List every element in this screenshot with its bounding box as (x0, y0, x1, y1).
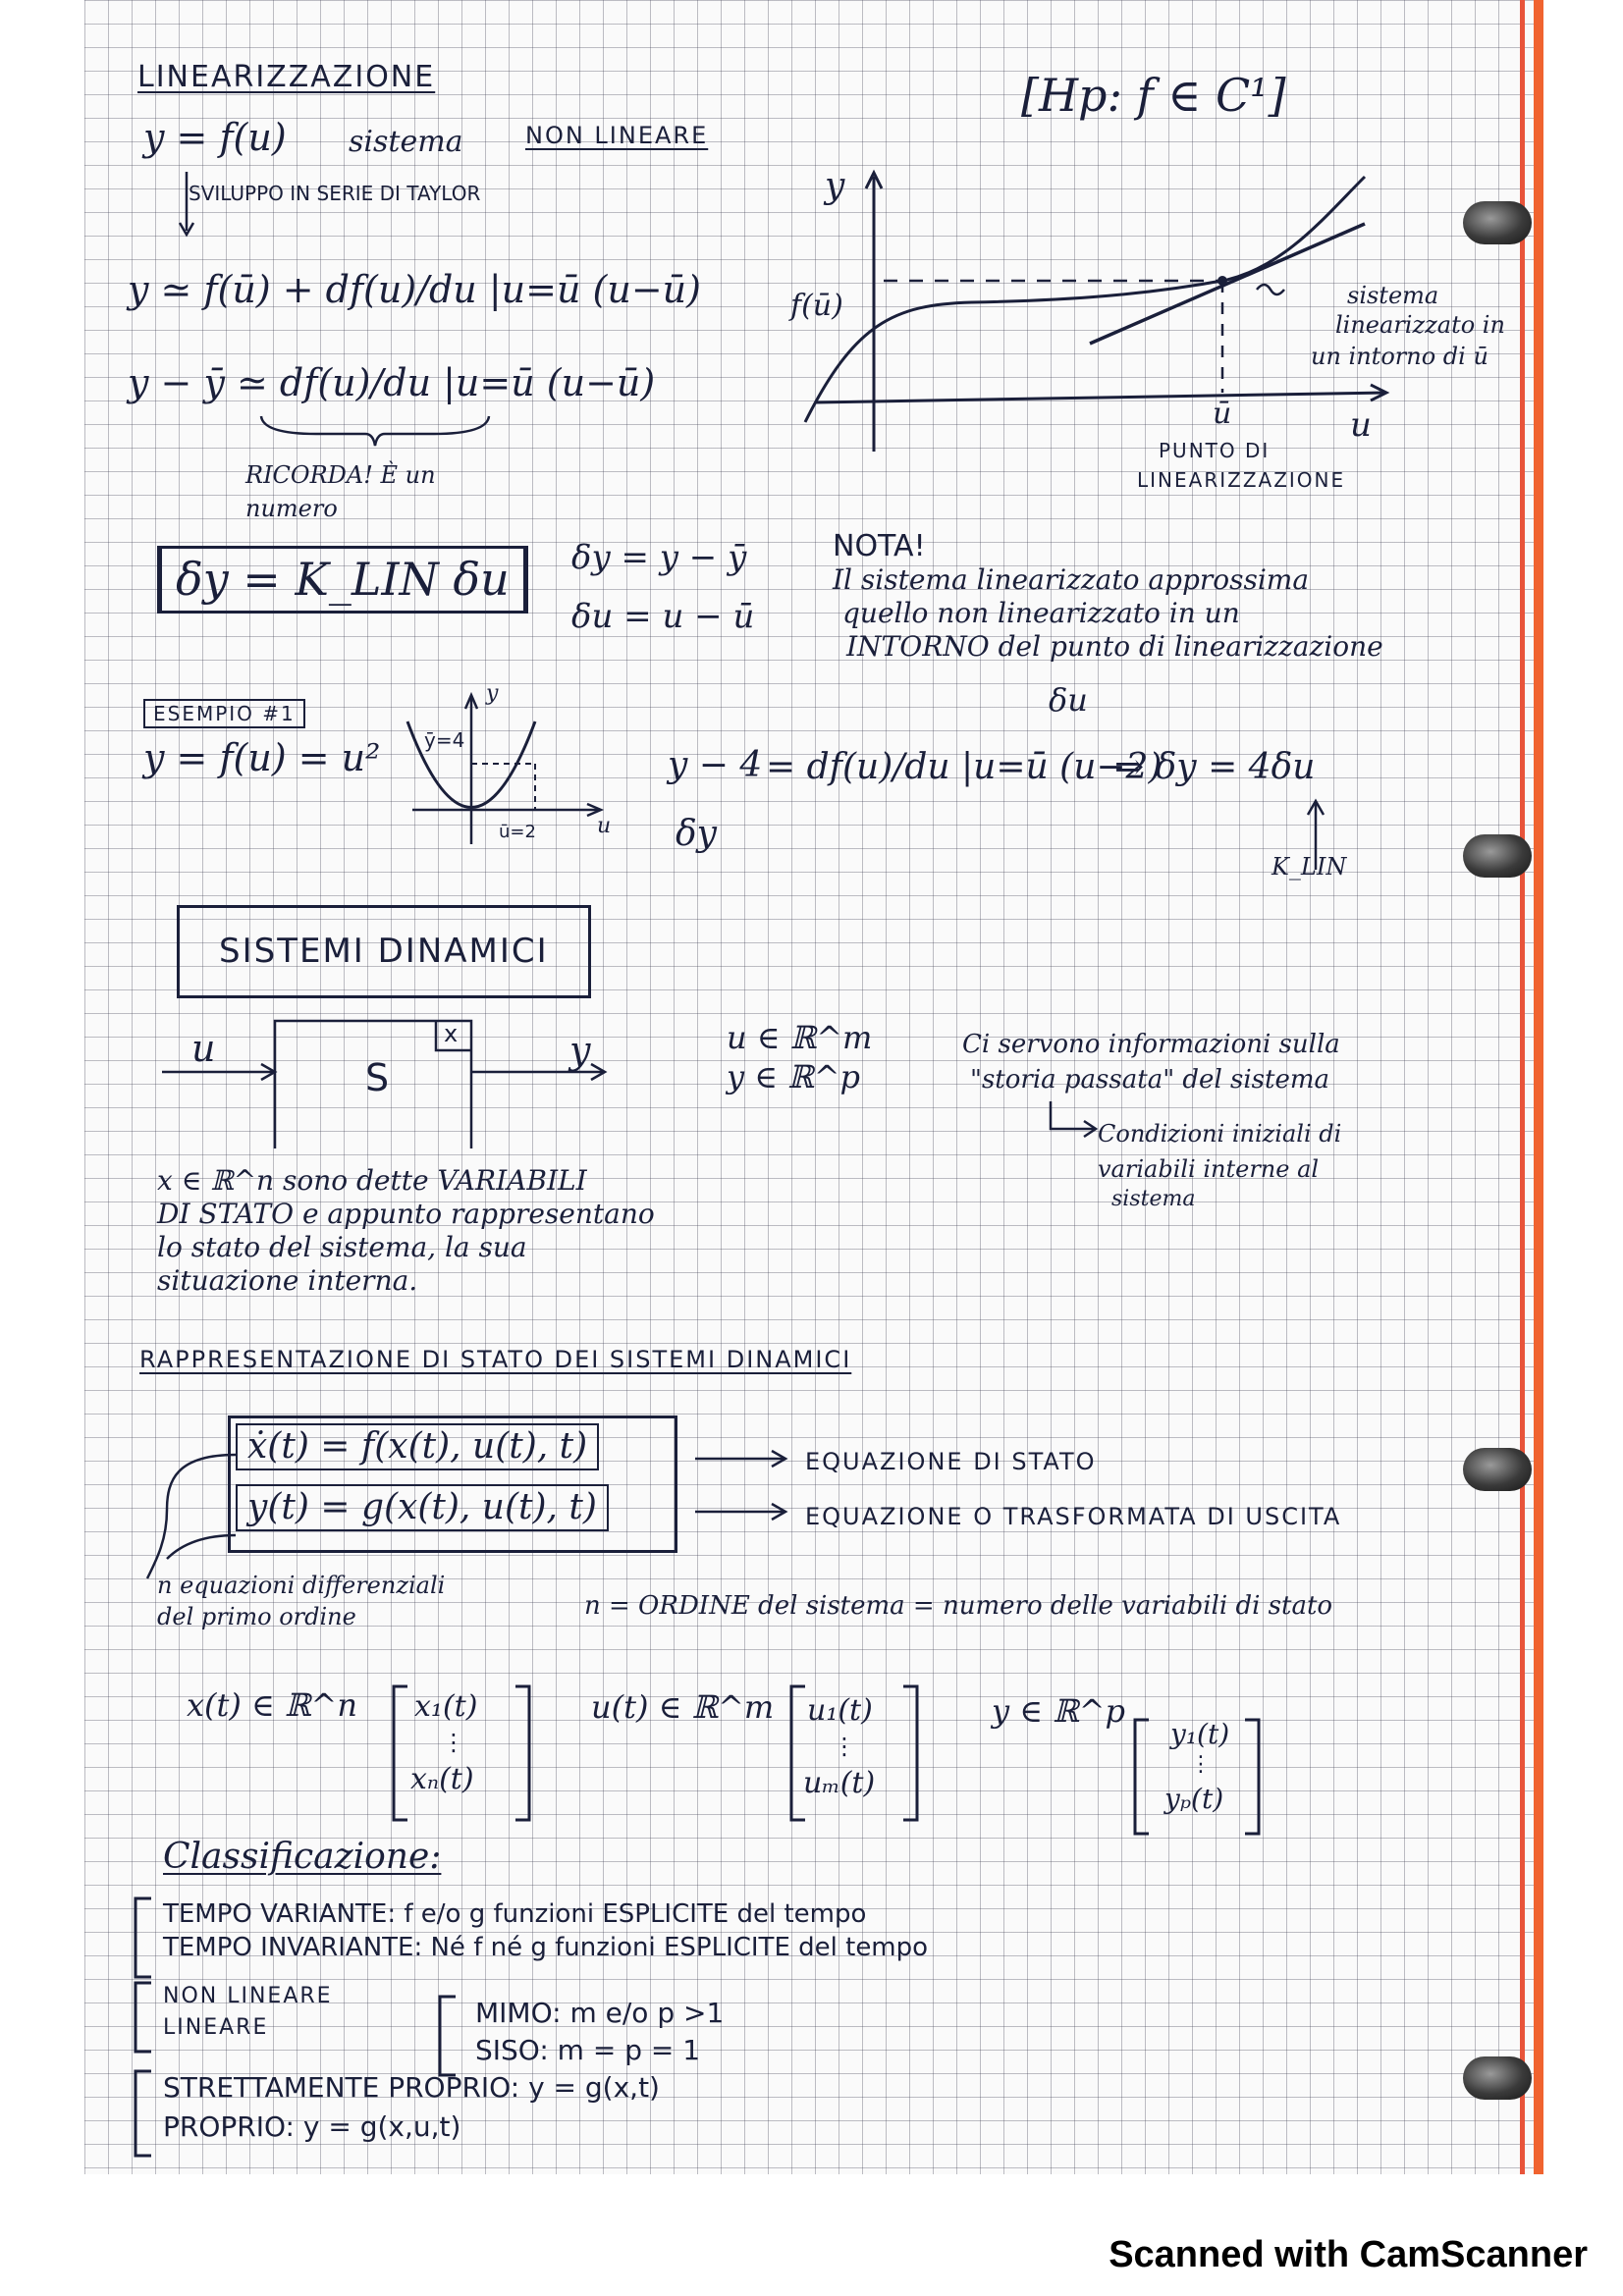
cond-line: Condizioni iniziali di (1098, 1120, 1342, 1148)
example-ybar: ȳ=4 (424, 728, 465, 752)
example-lhs: y − 4 (668, 745, 763, 785)
eq-output: y(t) = g(x(t), u(t), t) (236, 1484, 609, 1531)
eq-system: y = f(u) (143, 116, 287, 159)
graph-y-label: y (825, 166, 845, 206)
state-text: situazione interna. (157, 1264, 418, 1297)
vec-x-item: x₁(t) (414, 1689, 478, 1724)
bracket-proper (128, 2067, 157, 2162)
diffeq-note: del primo ordine (157, 1603, 356, 1630)
example-result: ⇒ δy = 4δu (1114, 747, 1316, 787)
example-y-label: y (486, 681, 499, 706)
section-title-linearization: LINEARIZZAZIONE (137, 60, 436, 94)
section-title-dynamic: SISTEMI DINAMICI (177, 905, 591, 998)
block-s-label: S (365, 1056, 390, 1099)
nonlinear-label: NON LINEARE (525, 122, 709, 149)
def-du: δu = u − ū (571, 597, 755, 636)
block-output-label: y (569, 1029, 591, 1072)
class-proper: PROPRIO: y = g(x,u,t) (163, 2110, 461, 2143)
dim-u: u ∈ ℝ^m (727, 1019, 873, 1056)
underbrace (257, 412, 493, 452)
example-ubar: ū=2 (499, 822, 536, 842)
taylor-label: SVILUPPO IN SERIE DI TAYLOR (189, 182, 481, 205)
label-output-eq: EQUAZIONE O TRASFORMATA DI USCITA (805, 1503, 1342, 1530)
diffeq-note: n equazioni differenziali (157, 1572, 446, 1599)
state-text: DI STATO e appunto rappresentano (157, 1198, 655, 1230)
example-over: δu (1049, 681, 1088, 719)
system-label: sistema (349, 125, 463, 159)
nota-line: Il sistema linearizzato approssima (833, 563, 1310, 596)
cond-line: variabili interne al (1098, 1155, 1320, 1183)
class-time-variant: TEMPO VARIANTE: f e/o g funzioni ESPLICITE del tempo (163, 1899, 867, 1929)
block-input-label: u (191, 1027, 216, 1070)
bracket-mimo (432, 1993, 461, 2081)
class-nonlinear: NON LINEARE (163, 1984, 333, 2008)
info-line: Ci servono informazioni sulla (962, 1030, 1340, 1059)
vec-u-item: ⋮ (833, 1733, 856, 1760)
graph-curve (805, 177, 1365, 422)
example-rhs: = df(u)/du |u=ū (u−2) (766, 747, 1163, 787)
graph-x-axis (815, 393, 1384, 402)
vec-x-item: ⋮ (442, 1729, 465, 1756)
state-text: lo stato del sistema, la sua (157, 1231, 527, 1263)
example-klin: K_LIN (1271, 853, 1347, 881)
binder-ring (1463, 834, 1532, 878)
label-state-eq: EQUAZIONE DI STATO (805, 1448, 1097, 1475)
taylor-arrow (177, 172, 196, 240)
eq-boxed: δy = K_LIN δu (157, 546, 528, 614)
vec-y-item: ⋮ (1190, 1752, 1212, 1777)
page-edge (1534, 0, 1543, 2174)
graph-tangent (1090, 224, 1365, 344)
example-lhs-under: δy (676, 814, 718, 854)
eq-delta: y − ȳ ≃ df(u)/du |u=ū (u−ū) (128, 361, 656, 404)
bracket-linear (128, 1979, 157, 2057)
class-time-invariant: TEMPO INVARIANTE: Né f né g funzioni ESPLICITE del tempo (163, 1933, 929, 1962)
block-state-label: x (444, 1020, 459, 1047)
graph-tangent-label: sistema (1347, 282, 1439, 309)
class-strictly-proper: STRETTAMENTE PROPRIO: y = g(x,t) (163, 2071, 660, 2104)
remember-note: RICORDA! È un numero (245, 461, 436, 522)
eq-state: ẋ(t) = f(x(t), u(t), t) (236, 1423, 599, 1470)
order-note: n = ORDINE del sistema = numero delle variabili di stato (584, 1591, 1333, 1621)
vec-y-label: y ∈ ℝ^p (992, 1692, 1125, 1730)
eq-taylor: y ≃ f(ū) + df(u)/du |u=ū (u−ū) (128, 268, 701, 311)
hypothesis: [Hp: f ∈ C¹] (1021, 69, 1286, 122)
vec-y-item: yₚ(t) (1164, 1783, 1224, 1815)
binder-ring (1463, 1448, 1532, 1491)
vec-u-label: u(t) ∈ ℝ^m (591, 1688, 775, 1726)
graph-tangent-label: linearizzato in (1335, 311, 1505, 339)
graph-tangent-label: un intorno di ū (1311, 343, 1488, 370)
graph-point-label: PUNTO DI (1159, 439, 1271, 462)
section-title-classification: Classificazione: (163, 1837, 442, 1877)
def-dy: δy = y − ȳ (571, 538, 747, 577)
scanner-footer: Scanned with CamScanner (1109, 2234, 1588, 2275)
info-line: "storia passata" del sistema (970, 1065, 1330, 1095)
example-label: ESEMPIO #1 (143, 699, 305, 728)
vec-u-item: uₘ(t) (803, 1766, 876, 1800)
nota-line: INTORNO del punto di linearizzazione (846, 630, 1383, 663)
example-u-label: u (597, 814, 612, 838)
state-arrows (687, 1445, 805, 1523)
graph-point-label: LINEARIZZAZIONE (1137, 468, 1346, 492)
class-linear: LINEARE (163, 2015, 269, 2040)
class-siso: SISO: m = p = 1 (475, 2034, 701, 2066)
margin-line (1520, 0, 1525, 2174)
bracket-time (128, 1895, 157, 1983)
vec-u-item: u₁(t) (807, 1693, 873, 1728)
graph-x-label: u (1350, 405, 1372, 445)
graph-ubar-label: ū (1213, 397, 1232, 431)
example-eq: y = f(u) = u² (143, 736, 381, 779)
cond-line: sistema (1111, 1187, 1196, 1211)
graph-fbar-label: f(ū) (790, 289, 843, 323)
state-brace (137, 1441, 245, 1588)
cond-arrow (1045, 1099, 1104, 1148)
vec-x-label: x(t) ∈ ℝ^n (187, 1686, 357, 1724)
dim-y: y ∈ ℝ^p (727, 1058, 860, 1095)
class-mimo: MIMO: m e/o p >1 (475, 1997, 725, 2029)
binder-ring (1463, 2056, 1532, 2100)
section-title-state-repr: RAPPRESENTAZIONE DI STATO DEI SISTEMI DINAMICI (139, 1346, 852, 1373)
nota-line: quello non linearizzato in un (842, 597, 1240, 629)
state-text: x ∈ ℝ^n sono dette VARIABILI (157, 1164, 587, 1197)
nota-title: NOTA! (833, 529, 926, 563)
vec-x-item: xₙ(t) (410, 1762, 474, 1796)
vec-y-item: y₁(t) (1170, 1718, 1230, 1750)
